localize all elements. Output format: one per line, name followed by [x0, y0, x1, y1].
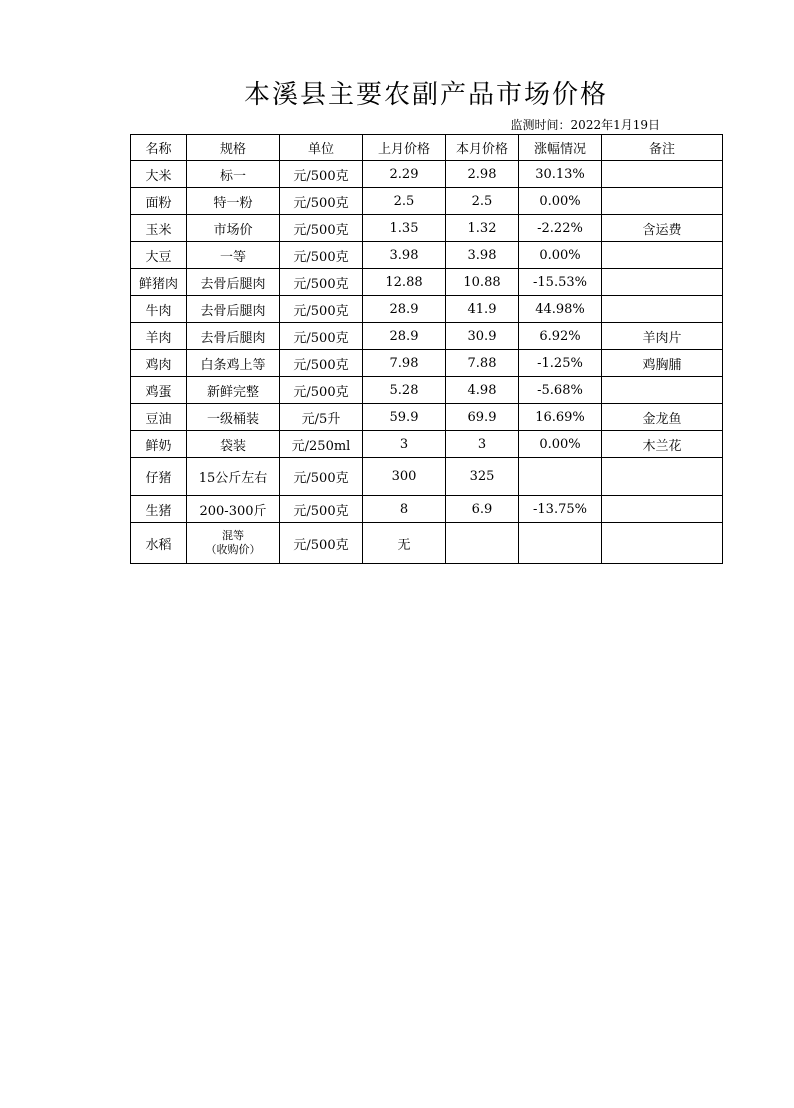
cell-change: -5.68%: [519, 377, 602, 404]
cell-name: 鲜奶: [131, 431, 187, 458]
cell-this-month: 325: [446, 458, 519, 496]
cell-unit: 元/500克: [280, 458, 363, 496]
cell-this-month: 2.5: [446, 188, 519, 215]
cell-unit: 元/500克: [280, 496, 363, 523]
cell-last-month: 1.35: [363, 215, 446, 242]
cell-name: 面粉: [131, 188, 187, 215]
cell-this-month: 30.9: [446, 323, 519, 350]
cell-remark: [602, 377, 723, 404]
cell-name: 玉米: [131, 215, 187, 242]
cell-change: 30.13%: [519, 161, 602, 188]
cell-remark: 金龙鱼: [602, 404, 723, 431]
cell-this-month: 1.32: [446, 215, 519, 242]
table-row: [131, 242, 723, 269]
cell-change: 44.98%: [519, 296, 602, 323]
cell-change: 0.00%: [519, 188, 602, 215]
cell-last-month: 2.29: [363, 161, 446, 188]
cell-remark: [602, 523, 723, 564]
table-row: [131, 215, 723, 242]
cell-this-month: 6.9: [446, 496, 519, 523]
table-row: [131, 350, 723, 377]
cell-change: [519, 458, 602, 496]
cell-spec: 一等: [187, 242, 280, 269]
cell-name: 大豆: [131, 242, 187, 269]
cell-this-month: 4.98: [446, 377, 519, 404]
cell-spec: 混等 （收购价）: [187, 523, 280, 564]
header-this-month-price: 本月价格: [446, 135, 519, 161]
cell-remark: 鸡胸脯: [602, 350, 723, 377]
table-row: [131, 496, 723, 523]
cell-name: 鲜猪肉: [131, 269, 187, 296]
cell-unit: 元/500克: [280, 523, 363, 564]
cell-change: -1.25%: [519, 350, 602, 377]
cell-change: 6.92%: [519, 323, 602, 350]
monitor-date: 监测时间：2022年1月19日: [510, 118, 660, 132]
cell-unit: 元/500克: [280, 350, 363, 377]
cell-spec: 15公斤左右: [187, 458, 280, 496]
cell-spec: 市场价: [187, 215, 280, 242]
cell-change: 0.00%: [519, 242, 602, 269]
cell-change: -2.22%: [519, 215, 602, 242]
cell-unit: 元/500克: [280, 242, 363, 269]
cell-spec: 袋装: [187, 431, 280, 458]
cell-name: 生猪: [131, 496, 187, 523]
cell-name: 羊肉: [131, 323, 187, 350]
cell-change: -13.75%: [519, 496, 602, 523]
cell-last-month: 28.9: [363, 323, 446, 350]
cell-change: -15.53%: [519, 269, 602, 296]
cell-change: [519, 523, 602, 564]
cell-spec: 去骨后腿肉: [187, 296, 280, 323]
header-remark: 备注: [602, 135, 723, 161]
table-row: [131, 377, 723, 404]
cell-remark: [602, 296, 723, 323]
cell-unit: 元/500克: [280, 215, 363, 242]
cell-name: 牛肉: [131, 296, 187, 323]
cell-remark: 木兰花: [602, 431, 723, 458]
cell-last-month: 3: [363, 431, 446, 458]
cell-name: 大米: [131, 161, 187, 188]
table-row: [131, 458, 723, 496]
cell-spec: 去骨后腿肉: [187, 269, 280, 296]
cell-name: 水稻: [131, 523, 187, 564]
cell-this-month: 10.88: [446, 269, 519, 296]
cell-remark: [602, 269, 723, 296]
cell-unit: 元/250ml: [280, 431, 363, 458]
cell-last-month: 3.98: [363, 242, 446, 269]
cell-remark: 羊肉片: [602, 323, 723, 350]
cell-this-month: 7.88: [446, 350, 519, 377]
cell-this-month: 41.9: [446, 296, 519, 323]
cell-unit: 元/500克: [280, 161, 363, 188]
table-row: [131, 188, 723, 215]
cell-remark: [602, 242, 723, 269]
header-unit: 单位: [280, 135, 363, 161]
table-row: [131, 431, 723, 458]
cell-unit: 元/5升: [280, 404, 363, 431]
header-row: [131, 135, 723, 161]
cell-name: 豆油: [131, 404, 187, 431]
cell-last-month: 2.5: [363, 188, 446, 215]
header-change: 涨幅情况: [519, 135, 602, 161]
cell-remark: [602, 458, 723, 496]
cell-remark: [602, 496, 723, 523]
cell-unit: 元/500克: [280, 323, 363, 350]
cell-last-month: 12.88: [363, 269, 446, 296]
cell-remark: [602, 161, 723, 188]
cell-last-month: 28.9: [363, 296, 446, 323]
cell-this-month: 69.9: [446, 404, 519, 431]
cell-last-month: 5.28: [363, 377, 446, 404]
cell-spec: 特一粉: [187, 188, 280, 215]
cell-spec: 200-300斤: [187, 496, 280, 523]
cell-remark: 含运费: [602, 215, 723, 242]
cell-last-month: 无: [363, 523, 446, 564]
cell-name: 鸡肉: [131, 350, 187, 377]
table-row: [131, 296, 723, 323]
cell-unit: 元/500克: [280, 188, 363, 215]
table-row: [131, 161, 723, 188]
cell-name: 鸡蛋: [131, 377, 187, 404]
header-last-month-price: 上月价格: [363, 135, 446, 161]
cell-last-month: 7.98: [363, 350, 446, 377]
table-row: [131, 269, 723, 296]
cell-spec: 新鲜完整: [187, 377, 280, 404]
page-title: 本溪县主要农副产品市场价格: [243, 80, 608, 110]
cell-this-month: [446, 523, 519, 564]
cell-unit: 元/500克: [280, 269, 363, 296]
cell-this-month: 2.98: [446, 161, 519, 188]
cell-spec: 白条鸡上等: [187, 350, 280, 377]
cell-last-month: 59.9: [363, 404, 446, 431]
cell-this-month: 3: [446, 431, 519, 458]
cell-change: 16.69%: [519, 404, 602, 431]
cell-change: 0.00%: [519, 431, 602, 458]
cell-name: 仔猪: [131, 458, 187, 496]
cell-unit: 元/500克: [280, 296, 363, 323]
cell-spec: 一级桶装: [187, 404, 280, 431]
cell-last-month: 8: [363, 496, 446, 523]
cell-unit: 元/500克: [280, 377, 363, 404]
cell-last-month: 300: [363, 458, 446, 496]
cell-spec: 去骨后腿肉: [187, 323, 280, 350]
header-spec: 规格: [187, 135, 280, 161]
cell-spec: 标一: [187, 161, 280, 188]
cell-remark: [602, 188, 723, 215]
table-row: [131, 523, 723, 564]
table-row: [131, 404, 723, 431]
price-table: [130, 134, 723, 564]
cell-this-month: 3.98: [446, 242, 519, 269]
header-name: 名称: [131, 135, 187, 161]
table-row: [131, 323, 723, 350]
